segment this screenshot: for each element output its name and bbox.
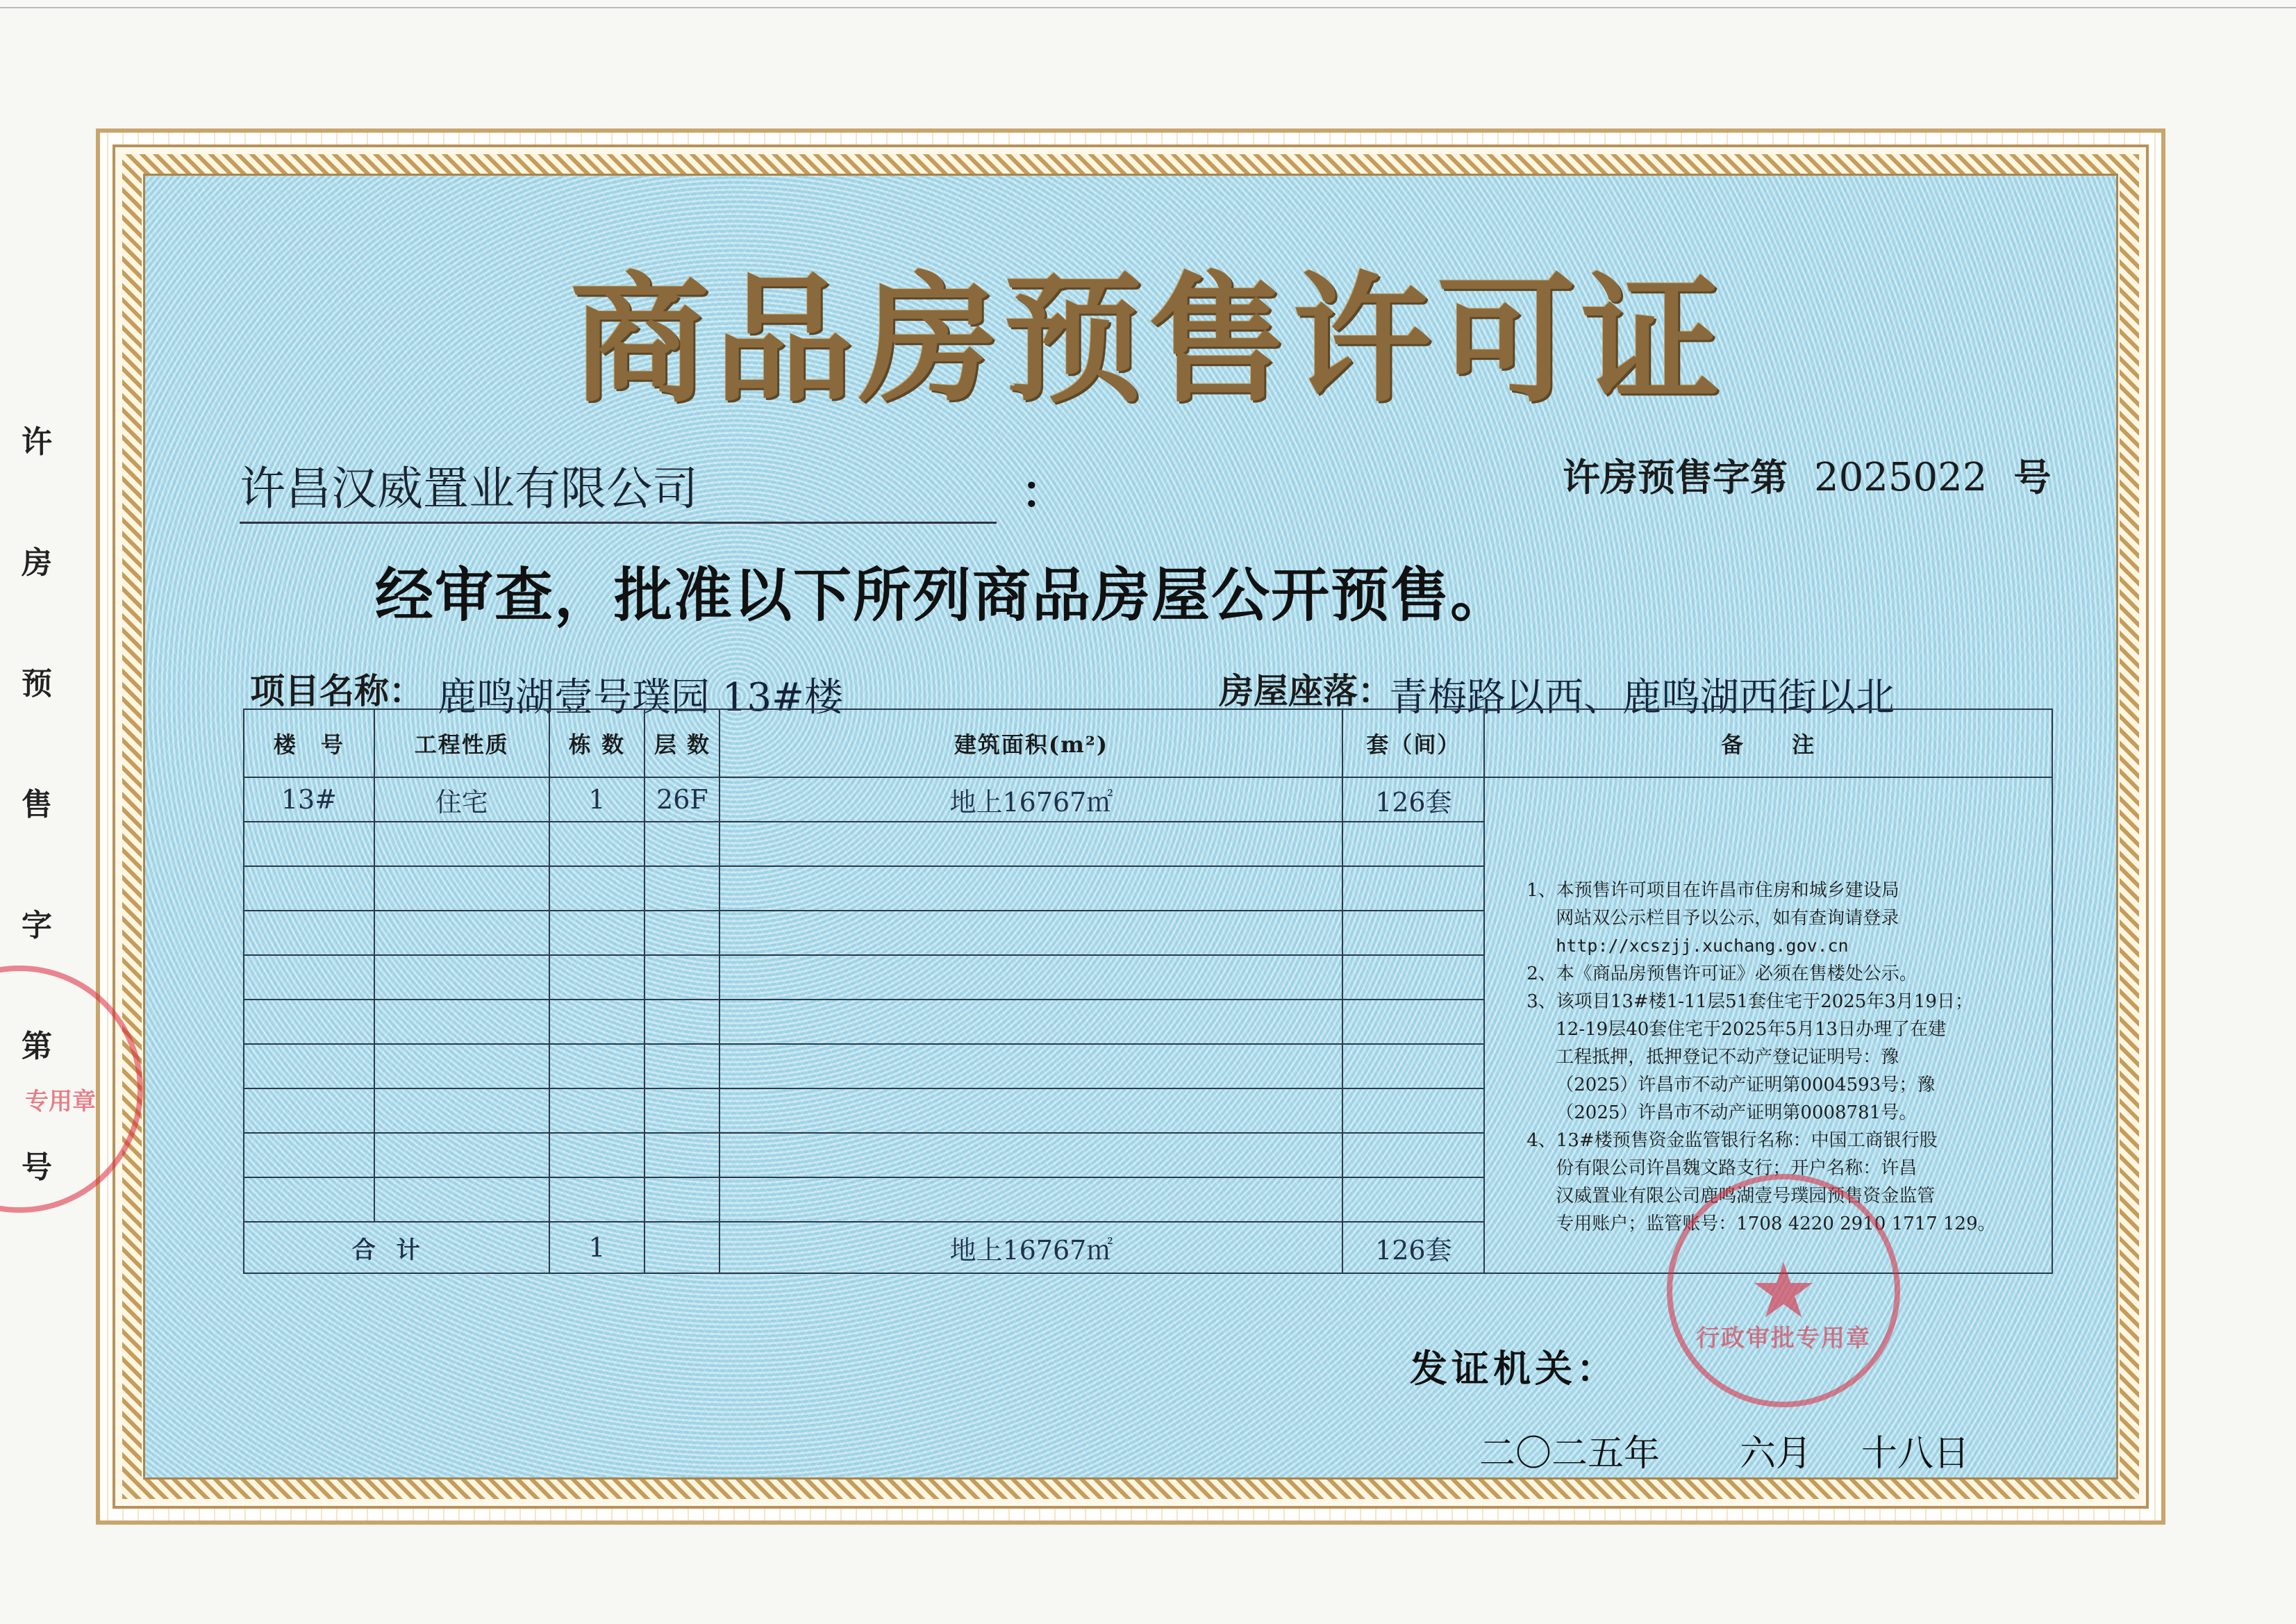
total-count: 1 xyxy=(549,1222,645,1273)
left-stub-char: 字 xyxy=(22,908,52,943)
remark-line: 4、13#楼预售资金监管银行名称：中国工商银行股 xyxy=(1526,1130,1938,1151)
total-units: 126套 xyxy=(1342,1222,1484,1273)
issuing-authority-label: 发证机关： xyxy=(1410,1346,1618,1391)
header-nature: 工程性质 xyxy=(374,709,549,777)
remark-line: 专用账户；监管账号：1708 4220 2910 1717 129。 xyxy=(1556,1213,1996,1234)
remark-line: 12-19层40套住宅于2025年5月13日办理了在建 xyxy=(1556,1019,1947,1040)
remark-line: 工程抵押，抵押登记不动产登记证明号：豫 xyxy=(1556,1047,1899,1068)
remark-url: http://xcszjj.xuchang.gov.cn xyxy=(1556,936,1849,956)
remark-line: 份有限公司许昌魏文路支行；开户名称：许昌 xyxy=(1556,1158,1918,1179)
left-stub-char: 房 xyxy=(22,545,52,581)
seal-text: 行政审批专用章 xyxy=(1696,1325,1871,1352)
certificate-title: 商品房预售许可证 xyxy=(569,258,1726,422)
table-row xyxy=(244,777,2052,822)
left-stub-char: 预 xyxy=(22,666,52,702)
header-count: 栋 数 xyxy=(549,709,645,777)
company-name: 许昌汉威置业有限公司 xyxy=(240,451,997,524)
cell-units: 126套 xyxy=(1342,777,1484,822)
permit-number: 2025022 xyxy=(1814,455,1988,500)
project-name-value: 鹿鸣湖壹号璞园 13#楼 xyxy=(438,675,843,720)
issue-date-month: 六月 xyxy=(1740,1433,1813,1475)
cell-area: 地上16767㎡ xyxy=(719,777,1342,822)
issue-date-year: 二〇二五年 xyxy=(1479,1433,1661,1475)
location-value: 青梅路以西、鹿鸣湖西街以北 xyxy=(1389,675,1895,720)
total-label: 合计 xyxy=(244,1222,549,1273)
left-stub-char: 号 xyxy=(22,1150,52,1185)
remark-line: 2、本《商品房预售许可证》必须在售楼处公示。 xyxy=(1526,963,1918,984)
cell-building-no: 13# xyxy=(244,777,374,822)
remark-line: 3、该项目13#楼1-11层51套住宅于2025年3月19日； xyxy=(1526,991,1973,1012)
location-label: 房屋座落： xyxy=(1219,670,1392,711)
left-seal-text: 专用章 xyxy=(25,1088,96,1116)
star-icon: ★ xyxy=(1749,1246,1818,1335)
page-edge-line xyxy=(0,7,2296,8)
left-stub-char: 许 xyxy=(22,424,52,460)
remark-line: 汉威置业有限公司鹿鸣湖壹号璞园预售资金监管 xyxy=(1556,1186,1936,1207)
issue-date-day: 十八日 xyxy=(1861,1433,1970,1475)
header-building-no: 楼 号 xyxy=(244,709,374,777)
permit-number-line xyxy=(1563,448,2051,502)
permit-prefix: 许房预售字第 xyxy=(1563,455,1788,499)
left-stub-char: 第 xyxy=(22,1029,52,1064)
remark-line: 1、本预售许可项目在许昌市住房和城乡建设局 xyxy=(1526,880,1899,901)
header-floors: 层 数 xyxy=(644,709,719,777)
cell-floors: 26F xyxy=(644,777,719,822)
left-stub-char: 售 xyxy=(22,787,52,822)
official-red-seal xyxy=(1667,1174,1900,1407)
cell-count: 1 xyxy=(549,777,645,822)
header-units: 套（间） xyxy=(1342,709,1484,777)
remark-line: 网站双公示栏目予以公示，如有查询请登录 xyxy=(1556,908,1899,929)
approval-statement: 经审查，批准以下所列商品房屋公开预售。 xyxy=(375,561,1511,629)
header-area: 建筑面积(m²) xyxy=(719,709,1342,777)
project-name-label: 项目名称： xyxy=(250,670,424,711)
remark-line: （2025）许昌市不动产证明第0004593号；豫 xyxy=(1556,1075,1936,1095)
company-colon: ： xyxy=(1021,465,1067,519)
table-header-row xyxy=(244,709,2052,777)
total-area: 地上16767㎡ xyxy=(719,1222,1342,1273)
header-remarks: 备 注 xyxy=(1484,709,2052,777)
remark-line: （2025）许昌市不动产证明第0008781号。 xyxy=(1556,1102,1918,1123)
total-floors-empty xyxy=(644,1222,719,1273)
permit-suffix: 号 xyxy=(2013,455,2052,499)
cell-nature: 住宅 xyxy=(374,777,549,822)
